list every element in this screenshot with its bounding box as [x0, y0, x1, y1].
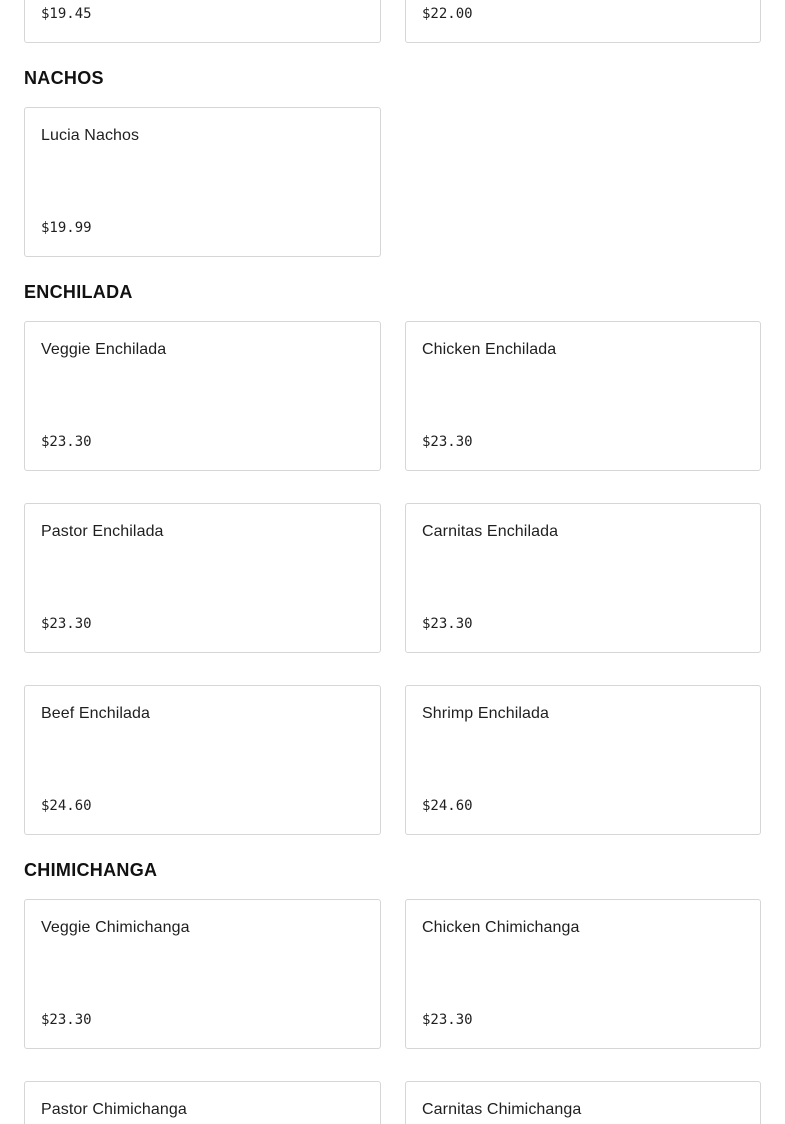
- menu-item-carnitas-enchilada[interactable]: [405, 503, 761, 653]
- menu-item-card[interactable]: [24, 0, 381, 43]
- menu-item-beef-enchilada[interactable]: [24, 685, 381, 835]
- item-price: $22.00: [422, 6, 473, 22]
- item-price: $23.30: [422, 1012, 473, 1028]
- item-name: Chicken Chimichanga: [422, 919, 580, 936]
- item-name: Lucia Nachos: [41, 127, 140, 144]
- item-name: Carnitas Chimichanga: [422, 1101, 582, 1118]
- item-name: Veggie Enchilada: [41, 341, 167, 358]
- item-name: Chicken Enchilada: [422, 341, 557, 358]
- item-price: $23.30: [41, 434, 92, 450]
- item-price: $19.45: [41, 6, 92, 22]
- menu-item-shrimp-enchilada[interactable]: [405, 685, 761, 835]
- item-price: $23.30: [41, 1012, 92, 1028]
- menu-item-card[interactable]: [405, 0, 761, 43]
- section-title-nachos: NACHOS: [24, 68, 104, 88]
- menu-item-veggie-enchilada[interactable]: [24, 321, 381, 471]
- section-title-chimichanga: CHIMICHANGA: [24, 860, 158, 880]
- item-price: $24.60: [422, 798, 473, 814]
- item-price: $24.60: [41, 798, 92, 814]
- menu-item-pastor-enchilada[interactable]: [24, 503, 381, 653]
- item-price: $19.99: [41, 220, 92, 236]
- menu-item-chicken-chimichanga[interactable]: [405, 899, 761, 1049]
- item-name: Veggie Chimichanga: [41, 919, 190, 936]
- menu-item-pastor-chimichanga[interactable]: [24, 1081, 381, 1124]
- item-name: Shrimp Enchilada: [422, 705, 549, 722]
- menu-item-lucia-nachos[interactable]: [24, 107, 381, 257]
- item-price: $23.30: [41, 616, 92, 632]
- item-name: Carnitas Enchilada: [422, 523, 559, 540]
- menu-item-chicken-enchilada[interactable]: [405, 321, 761, 471]
- menu-item-carnitas-chimichanga[interactable]: [405, 1081, 761, 1124]
- item-name: Pastor Chimichanga: [41, 1101, 187, 1118]
- item-name: Pastor Enchilada: [41, 523, 164, 540]
- item-price: $23.30: [422, 434, 473, 450]
- menu-item-veggie-chimichanga[interactable]: [24, 899, 381, 1049]
- item-name: Beef Enchilada: [41, 705, 151, 722]
- section-title-enchilada: ENCHILADA: [24, 282, 133, 302]
- item-price: $23.30: [422, 616, 473, 632]
